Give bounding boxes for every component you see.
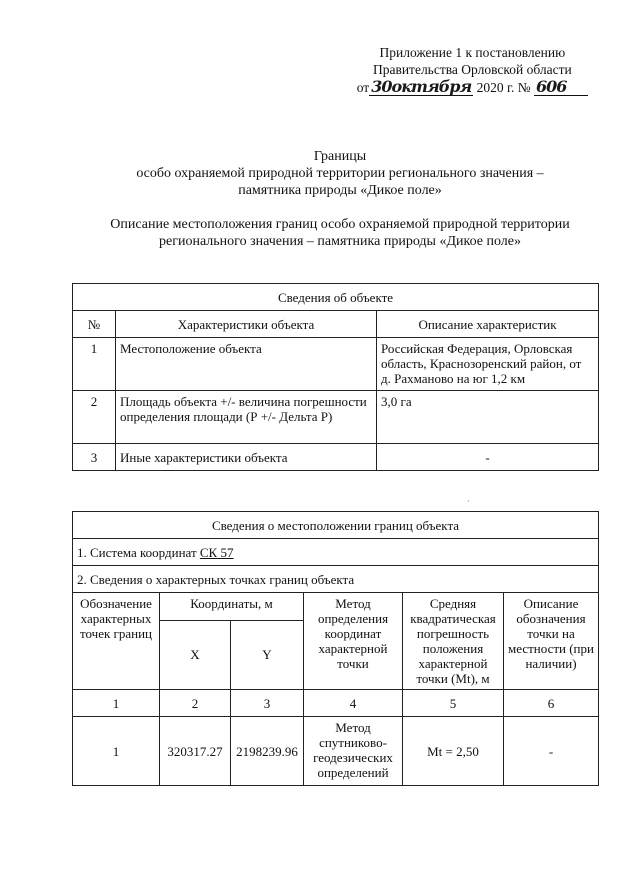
points-section-title: 2. Сведения о характерных точках границ объекта: [73, 566, 599, 593]
point-marking: -: [504, 717, 599, 786]
point-y: 2198239.96: [231, 717, 304, 786]
boundary-table: [72, 511, 599, 786]
col-characteristic-header: Характеристики объекта: [116, 311, 377, 338]
column-index-row: [73, 690, 599, 717]
boundary-table-header: Сведения о местоположении границ объекта: [73, 512, 599, 539]
col-y-header: Y: [231, 620, 304, 689]
column-index: 2: [160, 690, 231, 717]
row-characteristic: Площадь объекта +/- величина погрешности определения площади (Р +/- Дельта Р): [116, 391, 377, 444]
object-table-header: Сведения об объекте: [73, 284, 599, 311]
document-subtitle: [40, 216, 640, 250]
point-x: 320317.27: [160, 717, 231, 786]
scan-speck: ·: [467, 497, 470, 506]
row-number: 2: [73, 391, 116, 444]
row-description: -: [377, 444, 599, 471]
point-method: Метод спутниково-геодезических определений: [304, 717, 403, 786]
appendix-line-1: Приложение 1 к постановлению: [379, 45, 566, 60]
handwritten-date: 30октября: [369, 78, 473, 96]
row-number: 1: [73, 338, 116, 391]
column-index: 3: [231, 690, 304, 717]
subtitle-line-2: регионального значения – памятника природы «Дикое поле»: [159, 234, 521, 249]
title-line-3: памятника природы «Дикое поле»: [238, 183, 442, 198]
col-number-header: №: [73, 311, 116, 338]
row-characteristic: Иные характеристики объекта: [116, 444, 377, 471]
col-x-header: X: [160, 620, 231, 689]
coordinate-system-value: СК 57: [199, 544, 234, 560]
title-line-2: особо охраняемой природной территории регионального значения –: [136, 166, 544, 181]
row-description: Российская Федерация, Орловская область, Краснозоренский район, от д. Рахманово на юг 1,2 км: [377, 338, 599, 391]
col-error-header: Средняя квадратическая погрешность положения характерной точки (Mt), м: [403, 593, 504, 690]
appendix-from-prefix: от: [356, 80, 370, 95]
table-row: [73, 338, 599, 391]
object-table-column-headers: [73, 311, 599, 338]
point-designation: 1: [73, 717, 160, 786]
row-number: 3: [73, 444, 116, 471]
col-method-header: Метод определения координат характерной точки: [304, 593, 403, 690]
col-coords-header: Координаты, м: [160, 593, 304, 621]
appendix-block: [357, 44, 588, 96]
table-row: [73, 391, 599, 444]
object-info-table: [72, 283, 599, 471]
coordinate-system-label: 1. Система координат: [77, 544, 200, 560]
handwritten-number: 606: [534, 78, 588, 96]
appendix-year: 2020 г. №: [476, 80, 531, 95]
table-row: [73, 444, 599, 471]
col-designation-header: Обозначение характерных точек границ: [73, 593, 160, 690]
column-index: 6: [504, 690, 599, 717]
subtitle-line-1: Описание местоположения границ особо охраняемой природной территории: [110, 217, 570, 232]
title-line-1: Границы: [313, 149, 367, 164]
col-marking-header: Описание обозначения точки на местности (при наличии): [504, 593, 599, 690]
column-index: 5: [403, 690, 504, 717]
boundary-column-headers: [73, 593, 599, 621]
appendix-line-2: Правительства Орловской области: [372, 62, 572, 77]
point-error: Mt = 2,50: [403, 717, 504, 786]
row-description: 3,0 га: [377, 391, 599, 444]
row-characteristic: Местоположение объекта: [116, 338, 377, 391]
coordinate-system-row: [73, 539, 599, 566]
appendix-date-line: [357, 78, 588, 96]
document-title: [40, 148, 640, 199]
column-index: 4: [304, 690, 403, 717]
column-index: 1: [73, 690, 160, 717]
table-row: [73, 717, 599, 786]
col-description-header: Описание характеристик: [377, 311, 599, 338]
